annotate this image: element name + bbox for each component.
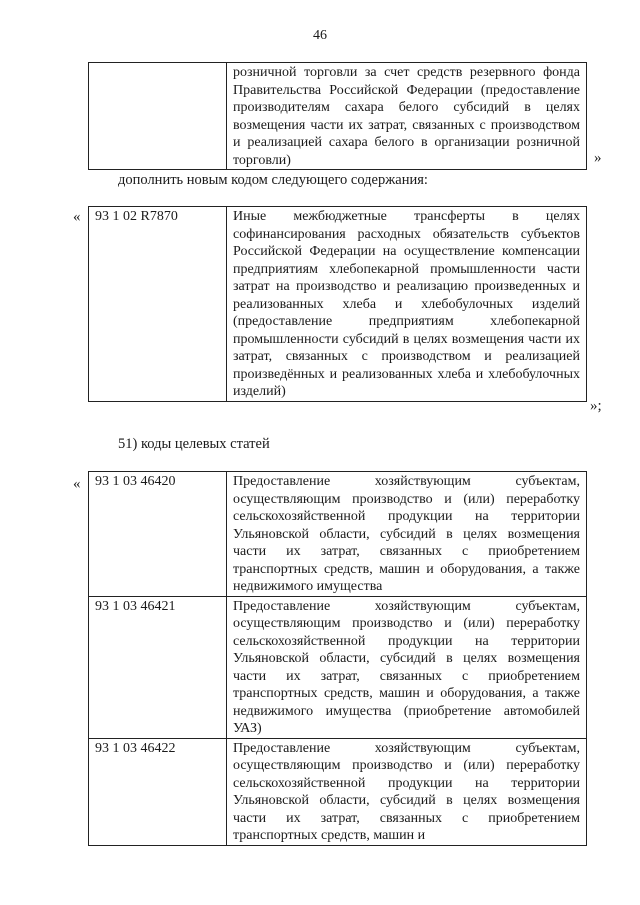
paragraph-supplement: дополнить новым кодом следующего содержания:: [118, 172, 428, 188]
open-quote: «: [73, 209, 81, 225]
description-cell: Предоставление хозяйствующим субъектам, осуществляющим производство и (или) переработку сельскохозяйственной продукции на территории Ульяновской области, субсидий в целях возмещения части их затрат, связанных с приобретением транспортных средств, машин и: [227, 738, 587, 845]
code-cell: 93 1 02 R7870: [89, 207, 227, 402]
description-cell: Предоставление хозяйствующим субъектам, осуществляющим производство и (или) переработку сельскохозяйственной продукции на территории Ульяновской области, субсидий в целях возмещения части их затрат, связанных с приобретением транспортных средств, машин и оборудования, а также недвижимого имущества: [227, 472, 587, 597]
description-cell: Предоставление хозяйствующим субъектам, осуществляющим производство и (или) переработку сельскохозяйственной продукции на территории Ульяновской области, субсидий в целях возмещения части их затрат, связанных с приобретением транспортных средств, машин и оборудования, а также недвижимого имущества (приобретение автомобилей УАЗ): [227, 596, 587, 738]
code-cell: 93 1 03 46422: [89, 738, 227, 845]
code-cell: [89, 63, 227, 170]
description-cell: Иные межбюджетные трансферты в целях софинансирования расходных обязательств субъектов Российской Федерации на осуществление компенсации предприятиям хлебопекарной промышленности части затрат на производство и реализацию произведенных и реализованных хлеба и хлебобулочных изделий (предоставление предприятиям хлебопекарной промышленности субсидий в целях возмещения части их затрат, связанных с производством и реализацией произведённых и реализованных хлеба и хлебобулочных изделий): [227, 207, 587, 402]
code-cell: 93 1 03 46420: [89, 472, 227, 597]
code-cell: 93 1 03 46421: [89, 596, 227, 738]
page-number: 46: [313, 28, 327, 43]
table-row: [89, 63, 587, 170]
close-quote: »;: [590, 398, 602, 414]
table-codes: [88, 471, 587, 846]
table-new-code: [88, 206, 587, 402]
table-row: [89, 738, 587, 845]
close-quote: »: [594, 150, 602, 166]
paragraph-codes: 51) коды целевых статей: [118, 436, 270, 452]
open-quote: «: [73, 476, 81, 492]
table-row: [89, 596, 587, 738]
description-cell: розничной торговли за счет средств резервного фонда Правительства Российской Федерации (предоставление производителям сахара белого субсидий в целях возмещения части их затрат, связанных с производством и реализацией сахара белого в организации розничной торговли): [227, 63, 587, 170]
table-row: [89, 207, 587, 402]
table-continuation: [88, 62, 587, 170]
table-row: [89, 472, 587, 597]
